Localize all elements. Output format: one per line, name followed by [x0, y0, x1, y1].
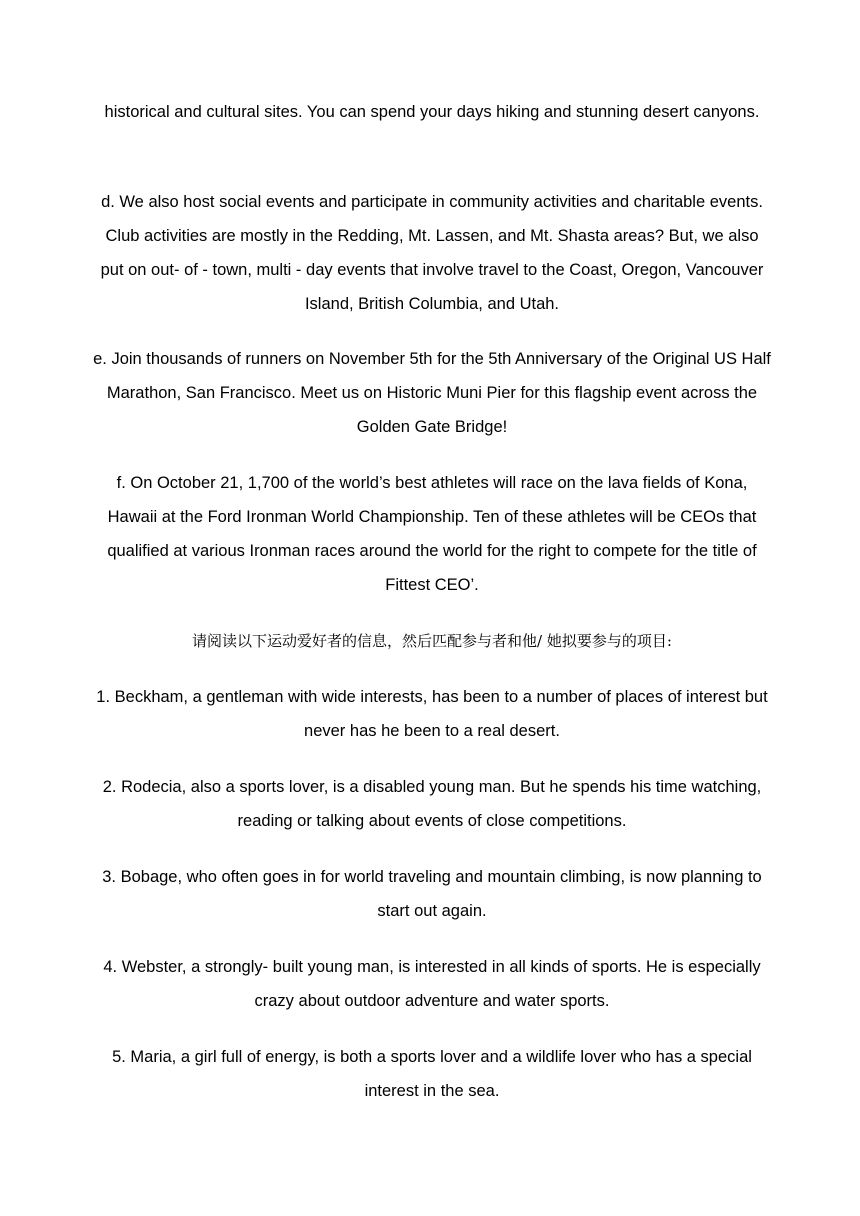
- person-item-3: 3. Bobage, who often goes in for world traveling and mountain climbing, is now planning to start out again.: [102, 868, 762, 920]
- option-c-continued: historical and cultural sites. You can spend your days hiking and stunning desert canyons.: [104, 103, 760, 121]
- option-e: e. Join thousands of runners on November 5th for the 5th Anniversary of the Original US Half Marathon, San Francisco. Meet us on Historic Muni Pier for this flagship event across the Golden Gate Bridge!: [93, 350, 771, 436]
- person-item-1: 1. Beckham, a gentleman with wide interests, has been to a number of places of interest but never has he been to a real desert.: [96, 688, 768, 740]
- option-d: d. We also host social events and participate in community activities and charitable events. Club activities are mostly in the Redding, Mt. Lassen, and Mt. Shasta areas? But, we also put on out- of - town, multi - day events that involve travel to the Coast, Oregon, Vancouver Island, British Columbia, and Utah.: [100, 193, 764, 313]
- person-item-4: 4. Webster, a strongly- built young man, is interested in all kinds of sports. He is especially crazy about outdoor adventure and water sports.: [103, 958, 761, 1010]
- instruction-text: 请阅读以下运动爱好者的信息，然后匹配参与者和他/ 她拟要参与的项目:: [192, 632, 672, 650]
- person-item-2: 2. Rodecia, also a sports lover, is a disabled young man. But he spends his time watching, reading or talking about events of close competitions.: [102, 778, 762, 830]
- option-f: f. On October 21, 1,700 of the world’s best athletes will race on the lava fields of Kona, Hawaii at the Ford Ironman World Championship. Ten of these athletes will be CEOs that qualified at various Ironman races around the world for the right to compete for the title of Fittest CEO’.: [107, 474, 757, 594]
- person-item-5: 5. Maria, a girl full of energy, is both a sports lover and a wildlife lover who has a special interest in the sea.: [112, 1048, 752, 1100]
